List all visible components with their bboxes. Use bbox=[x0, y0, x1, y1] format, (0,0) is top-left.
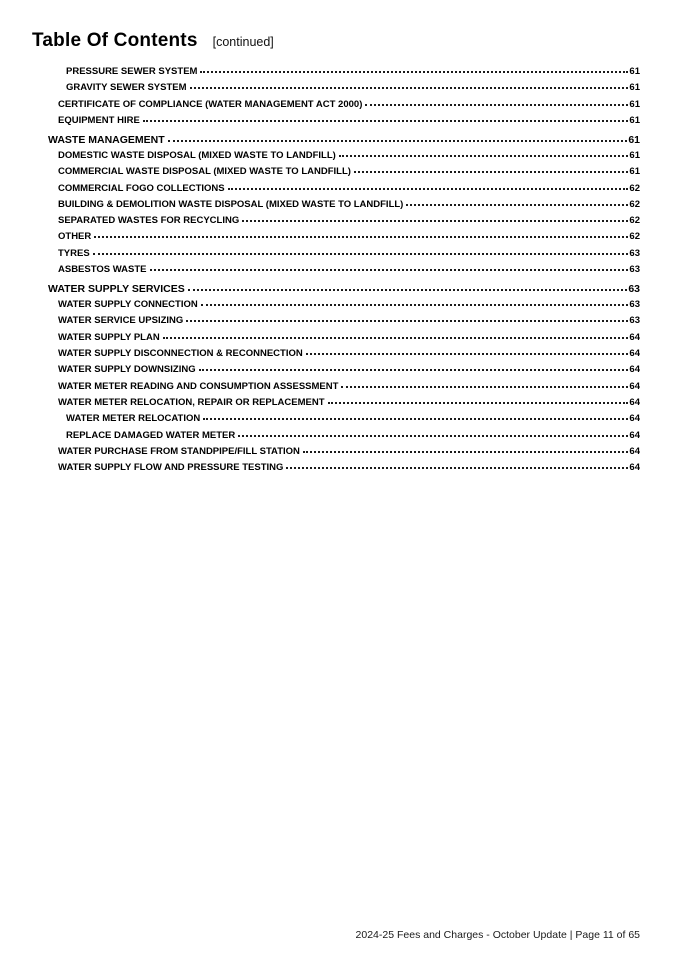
toc-entry-page: 63 bbox=[629, 315, 640, 327]
toc-entry-label: CERTIFICATE OF COMPLIANCE (WATER MANAGEMENT ACT 2000) bbox=[58, 98, 363, 110]
toc-entry[interactable] bbox=[32, 183, 640, 199]
toc-entry-label: REPLACE DAMAGED WATER METER bbox=[66, 429, 236, 441]
dot-leader bbox=[286, 467, 628, 469]
dot-leader bbox=[93, 253, 629, 255]
toc-entry-page: 64 bbox=[629, 380, 640, 392]
dot-leader bbox=[199, 369, 629, 371]
dot-leader bbox=[238, 435, 628, 437]
toc-list bbox=[32, 66, 640, 478]
dot-leader bbox=[200, 71, 628, 73]
dot-leader bbox=[143, 120, 629, 122]
toc-entry[interactable] bbox=[32, 231, 640, 247]
toc-entry-label: WATER SUPPLY FLOW AND PRESSURE TESTING bbox=[58, 462, 284, 474]
toc-entry-label: WATER SERVICE UPSIZING bbox=[58, 315, 184, 327]
toc-entry[interactable] bbox=[32, 364, 640, 380]
toc-entry-page: 64 bbox=[629, 429, 640, 441]
dot-leader bbox=[163, 337, 629, 339]
toc-entry-page: 64 bbox=[629, 331, 640, 343]
dot-leader bbox=[339, 155, 629, 157]
dot-leader bbox=[190, 87, 629, 89]
dot-leader bbox=[228, 188, 629, 190]
toc-entry-page: 63 bbox=[629, 299, 640, 311]
toc-entry[interactable] bbox=[32, 332, 640, 348]
toc-entry-page: 63 bbox=[629, 264, 640, 276]
toc-entry-label: WATER METER RELOCATION, REPAIR OR REPLACEMENT bbox=[58, 396, 325, 408]
page-header bbox=[32, 30, 640, 52]
dot-leader bbox=[242, 220, 628, 222]
dot-leader bbox=[188, 289, 628, 291]
toc-entry[interactable] bbox=[32, 462, 640, 478]
toc-entry-label: WATER SUPPLY SERVICES bbox=[48, 282, 185, 295]
page-title: Table Of Contents bbox=[32, 30, 198, 51]
toc-entry-label: BUILDING & DEMOLITION WASTE DISPOSAL (MIXED WASTE TO LANDFILL) bbox=[58, 198, 404, 210]
toc-entry[interactable] bbox=[32, 115, 640, 131]
toc-entry-label: EQUIPMENT HIRE bbox=[58, 114, 140, 126]
toc-entry-page: 61 bbox=[629, 114, 640, 126]
dot-leader bbox=[354, 171, 629, 173]
toc-entry[interactable] bbox=[32, 264, 640, 280]
dot-leader bbox=[150, 269, 629, 271]
toc-entry-page: 62 bbox=[629, 198, 640, 210]
toc-entry[interactable] bbox=[32, 82, 640, 98]
dot-leader bbox=[186, 320, 628, 322]
toc-entry[interactable] bbox=[32, 397, 640, 413]
toc-entry[interactable] bbox=[32, 199, 640, 215]
dot-leader bbox=[203, 418, 628, 420]
toc-entry-label: TYRES bbox=[58, 247, 90, 259]
dot-leader bbox=[306, 353, 629, 355]
dot-leader bbox=[303, 451, 629, 453]
dot-leader bbox=[341, 386, 628, 388]
toc-entry[interactable] bbox=[32, 283, 640, 299]
toc-entry-page: 64 bbox=[629, 348, 640, 360]
toc-entry[interactable] bbox=[32, 150, 640, 166]
toc-entry-page: 64 bbox=[629, 413, 640, 425]
toc-entry[interactable] bbox=[32, 348, 640, 364]
toc-entry[interactable] bbox=[32, 299, 640, 315]
toc-entry[interactable] bbox=[32, 166, 640, 182]
dot-leader bbox=[365, 104, 628, 106]
toc-entry[interactable] bbox=[32, 430, 640, 446]
toc-entry-page: 62 bbox=[629, 215, 640, 227]
dot-leader bbox=[406, 204, 628, 206]
toc-entry-page: 64 bbox=[629, 396, 640, 408]
page-footer: 2024-25 Fees and Charges - October Update | Page 11 of 65 bbox=[355, 929, 640, 941]
toc-entry-label: WATER SUPPLY CONNECTION bbox=[58, 299, 198, 311]
toc-entry-page: 61 bbox=[629, 149, 640, 161]
toc-entry-label: GRAVITY SEWER SYSTEM bbox=[66, 82, 187, 94]
toc-entry-page: 61 bbox=[629, 166, 640, 178]
toc-entry-label: WASTE MANAGEMENT bbox=[48, 133, 165, 146]
toc-entry[interactable] bbox=[32, 413, 640, 429]
dot-leader bbox=[168, 140, 628, 142]
toc-entry-label: DOMESTIC WASTE DISPOSAL (MIXED WASTE TO LANDFILL) bbox=[58, 149, 336, 161]
dot-leader bbox=[201, 304, 629, 306]
toc-entry-label: WATER METER RELOCATION bbox=[66, 413, 201, 425]
toc-entry-label: OTHER bbox=[58, 231, 92, 243]
toc-entry[interactable] bbox=[32, 315, 640, 331]
toc-entry-page: 61 bbox=[629, 98, 640, 110]
dot-leader bbox=[328, 402, 629, 404]
toc-entry-label: COMMERCIAL FOGO COLLECTIONS bbox=[58, 182, 225, 194]
toc-entry[interactable] bbox=[32, 99, 640, 115]
page-subtitle: [continued] bbox=[212, 35, 274, 49]
toc-entry-label: SEPARATED WASTES FOR RECYCLING bbox=[58, 215, 240, 227]
toc-entry-label: WATER SUPPLY DOWNSIZING bbox=[58, 364, 196, 376]
toc-entry-page: 61 bbox=[628, 133, 640, 146]
toc-entry-page: 63 bbox=[629, 247, 640, 259]
toc-entry-label: WATER PURCHASE FROM STANDPIPE/FILL STATION bbox=[58, 445, 300, 457]
toc-entry[interactable] bbox=[32, 134, 640, 150]
toc-entry-label: PRESSURE SEWER SYSTEM bbox=[66, 66, 198, 77]
toc-entry[interactable] bbox=[32, 381, 640, 397]
toc-entry[interactable] bbox=[32, 446, 640, 462]
toc-entry[interactable] bbox=[32, 248, 640, 264]
toc-entry-label: WATER SUPPLY PLAN bbox=[58, 331, 160, 343]
toc-entry-label: WATER METER READING AND CONSUMPTION ASSESSMENT bbox=[58, 380, 339, 392]
toc-entry-page: 64 bbox=[629, 364, 640, 376]
toc-entry-label: COMMERCIAL WASTE DISPOSAL (MIXED WASTE TO LANDFILL) bbox=[58, 166, 351, 178]
toc-entry-page: 64 bbox=[629, 445, 640, 457]
toc-entry-page: 61 bbox=[629, 82, 640, 94]
toc-entry-page: 64 bbox=[629, 462, 640, 474]
toc-entry-page: 62 bbox=[629, 182, 640, 194]
toc-entry-page: 61 bbox=[629, 66, 640, 77]
toc-entry-page: 62 bbox=[629, 231, 640, 243]
toc-entry[interactable] bbox=[32, 66, 640, 82]
toc-entry-label: ASBESTOS WASTE bbox=[58, 264, 147, 276]
dot-leader bbox=[94, 236, 628, 238]
toc-entry-label: WATER SUPPLY DISCONNECTION & RECONNECTION bbox=[58, 348, 303, 360]
toc-entry[interactable] bbox=[32, 215, 640, 231]
toc-entry-page: 63 bbox=[628, 282, 640, 295]
